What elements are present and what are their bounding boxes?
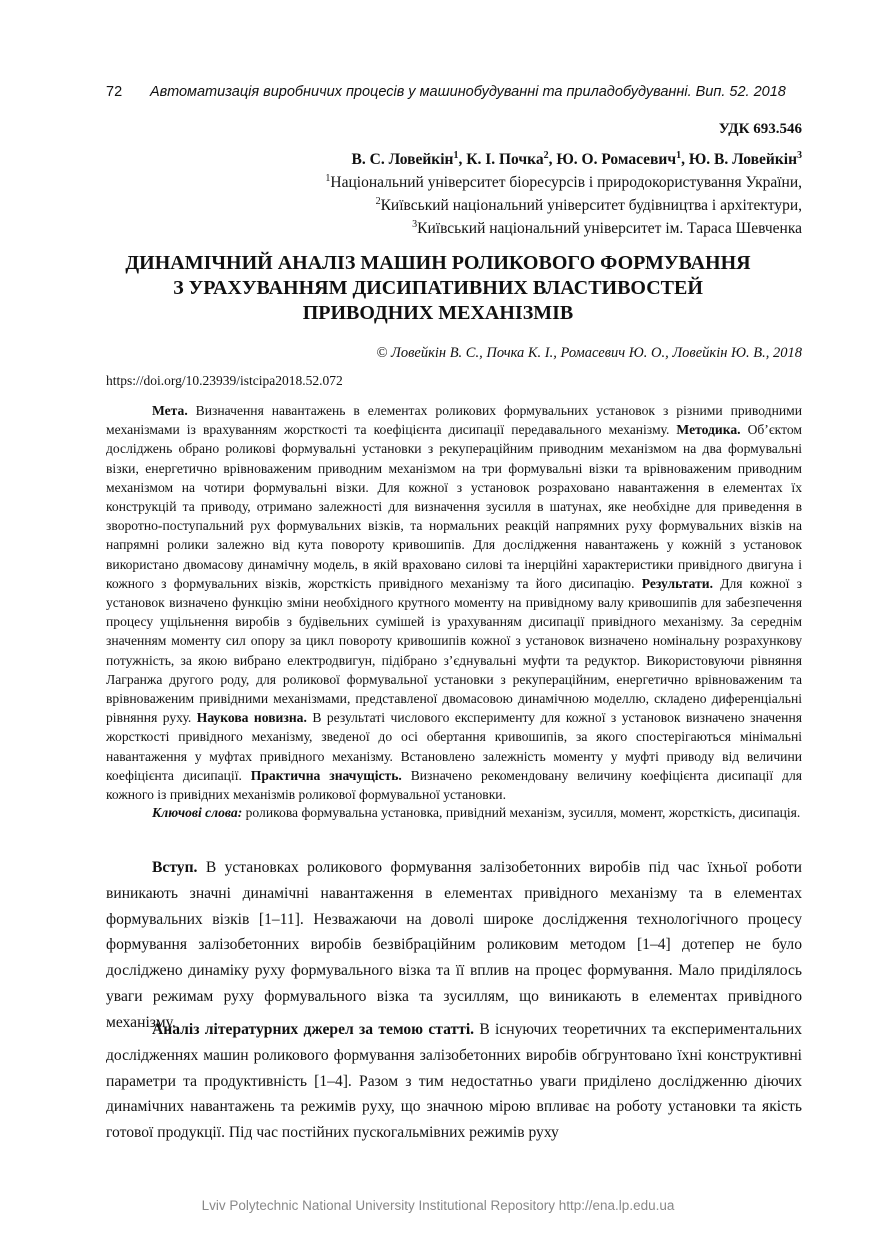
aff-sup: 1 xyxy=(325,172,331,184)
aff-text: Київський національний університет будівництва і архітектури, xyxy=(380,197,802,214)
paragraph-text: В існуючих теоретичних та експериментальних дослідженнях машин роликового формування залізобетонних виробів обгрунтовано їхні конструктивні параметри та продуктивність [1–4]. Разом з тим недостатньо уваги приділено дослідженню діючих динамічних навантажень та режимів руху, що значною мірою впливає на роботу установки та якість готової продукції. Під час постійних пускогальмівних режимів руху xyxy=(106,1021,802,1142)
abstract-text: Визначено рекомендовану величину коефіцієнта дисипації для кожного із привідних механізмів роликової формувальної установки. xyxy=(106,767,802,803)
keywords-label: Ключові слова: xyxy=(152,805,243,820)
udk-code: УДК 693.546 xyxy=(718,121,802,137)
authors: В. С. Ловейкін$^1$, К. І. Почка$^2$, Ю. О. Ромасевич$^1$, Ю. В. Ловейкін$^3$ xyxy=(351,149,802,168)
abstract-label: Наукова новизна. xyxy=(196,710,307,726)
section-label: Вступ. xyxy=(152,859,198,876)
section-label: Аналіз літературних джерел за темою статті. xyxy=(152,1021,475,1038)
affiliation xyxy=(325,174,802,192)
article-title xyxy=(80,251,796,326)
paragraph-text: В установках роликового формування залізобетонних виробів під час їхньої роботи виникають значні динамічні навантаження в елементах привідного механізму та в елементах формувальних візків [1–11]. Незважаючи на доволі широке дослідження технологічного процесу формування залізобетонних виробів безвібраційним роликовим методом [1–4] дотепер не було досліджено динаміку руху формувального візка та її вплив на процес формування. Мало приділялось уваги режимам руху формувального візка та зусиллям, що виникають в елементах привідного механізму. xyxy=(106,859,802,1031)
author-sup: 3 xyxy=(797,149,802,161)
author: В. С. Ловейкін xyxy=(351,151,454,168)
aff-sup: 3 xyxy=(412,218,418,230)
aff-text: Київський національний університет ім. Тараса Шевченка xyxy=(417,220,802,237)
abstract-label: Мета. xyxy=(152,403,188,418)
abstract-label: Практична значущість. xyxy=(250,767,402,783)
title-line: З УРАХУВАННЯМ ДИСИПАТИВНИХ ВЛАСТИВОСТЕЙ xyxy=(173,277,703,299)
author-sup: 1 xyxy=(453,149,459,161)
abstract-text: Визначення навантажень в елементах роликових формувальних установок з різними приводними механізмами із врахуванням жорсткості та коефіцієнта дисипації передавального механізму. xyxy=(106,403,802,438)
intro-paragraph xyxy=(106,855,802,1036)
affiliation xyxy=(376,197,802,215)
author-sup: 2 xyxy=(543,149,549,161)
journal-title: Автоматизація виробничих процесів у машинобудуванні та приладобудуванні. Вип. 52. 2018 xyxy=(150,84,786,100)
author-sup: 1 xyxy=(676,149,682,161)
affiliation xyxy=(412,220,802,238)
abstract-text: В результаті числового експерименту для кожної з установок визначено значення жорсткості привідного механізму, зведеної до осі обертання кривошипів, за якого спостерігаються мінімальні навантаження у муфтах привідного механізму. Встановлено залежність моменту у муфті приводу від величини коефіцієнта дисипації. xyxy=(106,710,802,783)
repository-footer: Lviv Polytechnic National University Institutional Repository http://ena.lp.edu.ua xyxy=(201,1198,675,1213)
abstract-text: Для кожної з установок визначено функцію зміни необхідного крутного моменту на привідному валу кривошипів для забезпечення процесу ущільнення виробів з будівельних сумішей із урахуванням дисипації привідного механізму. За середнім значенням моменту сил опору за цикл повороту кривошипів кожної з установок визначено номінальну розрахункову потужність, за якою вибрано електродвигун, підібрано з’єднувальні муфти та редуктор. Використовуючи рівняння Лагранжа другого роду, для роликової формувальної установки з рекупераційним, енергетично врівноваженим та врівноваженим привідними механізмами, представленої двомасовою динамічною моделлю, складено диференціальні рівняння руху. xyxy=(106,575,802,726)
keywords xyxy=(106,803,802,822)
doi-link[interactable]: https://doi.org/10.23939/istcipa2018.52.072 xyxy=(106,373,343,388)
author: Ю. О. Ромасевич xyxy=(556,151,677,168)
abstract-label: Результати. xyxy=(641,575,714,591)
abstract xyxy=(106,401,802,804)
keywords-text: роликова формувальна установка, привідний механізм, зусилля, момент, жорсткість, дисипація. xyxy=(242,805,801,820)
copyright: © Ловейкін В. С., Почка К. І., Ромасевич Ю. О., Ловейкін Ю. В., 2018 xyxy=(376,345,802,361)
aff-sup: 2 xyxy=(375,195,381,207)
page-number: 72 xyxy=(106,84,123,100)
title-line: ПРИВОДНИХ МЕХАНІЗМІВ xyxy=(302,302,574,324)
aff-text: Національний університет біоресурсів і природокористування України, xyxy=(330,174,802,191)
literature-paragraph xyxy=(106,1017,802,1146)
author: Ю. В. Ловейкін xyxy=(688,151,797,168)
abstract-text: Об’єктом досліджень обрано роликові формувальні установки з рекупераційним приводним механізмом на два формувальні візки, енергетично врівноваженим приводним механізмом на три формувальні візки та врівноваженим приводним механізмом на чотири формувальні візки. Для кожної з установок розраховано навантаження в елементах їх конструкцій та приводу, отримано залежності для визначення зусилля в шатунах, яке необхідне для приведення в зворотно-поступальний рух формувальних візків, та нормальних реакцій напрямних руху формувальних візків на напрямні ролики залежно від кута повороту кривошипів. Для дослідження навантажень у кожній з установок використано двомасову динамічну модель, в якій враховано силові та інерційні характеристики привідного двигуна і кожного з формувальних візків, жорсткість привідного механізму та його дисипацію. xyxy=(106,422,802,591)
abstract-label: Методика. xyxy=(676,422,741,438)
author: К. І. Почка xyxy=(466,151,544,168)
running-header xyxy=(106,84,806,100)
title-line: ДИНАМІЧНИЙ АНАЛІЗ МАШИН РОЛИКОВОГО ФОРМУВАННЯ xyxy=(125,252,751,274)
